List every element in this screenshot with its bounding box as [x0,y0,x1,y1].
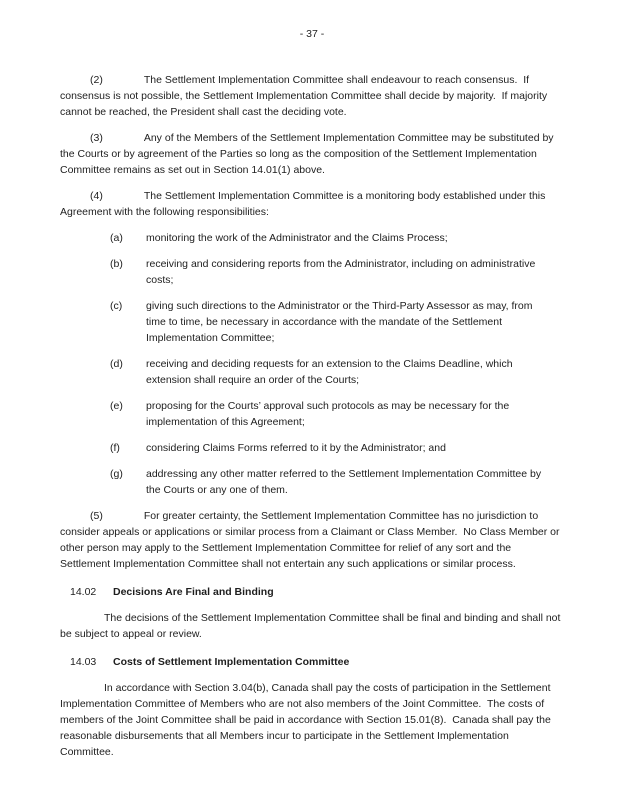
paragraph-3-text: Any of the Members of the Settlement Implementation Committee may be substituted by the Courts or by agreement of the Parties so long as the composition of the Settlement Implementation Committee remains as set out in Section 14.01(1) above. [60,132,557,176]
paragraph-4-text: The Settlement Implementation Committee is a monitoring body established under this Agreement with the following responsibilities: [60,190,548,218]
paragraph-4-number: (4) [90,190,103,202]
list-item-d-text: receiving and deciding requests for an extension to the Claims Deadline, which extension shall require an order of the Courts; [146,358,516,386]
list-item-g-label: (g) [110,468,123,480]
page-content [0,42,624,760]
list-item-c-label: (c) [110,300,123,312]
paragraph-5 [60,508,562,572]
paragraph-5-text: For greater certainty, the Settlement Implementation Committee has no jurisdiction to consider appeals or applications or similar process from a Claimant or Class Member. No Class Member or other person may apply to the Settlement Implementation Committee for relief of any sort and the Settlement Implementation Committee shall not entertain any such applications or similar process. [60,510,563,570]
list-item-e [110,398,562,430]
list-item-g-text: addressing any other matter referred to the Settlement Implementation Committee by the Courts or any one of them. [146,468,545,496]
section-14-02-title: Decisions Are Final and Binding [113,586,274,598]
section-14-03-body: In accordance with Section 3.04(b), Canada shall pay the costs of participation in the Settlement Implementation Committee of Members who are not also members of the Joint Committee. The costs of members of the Joint Committee shall be paid in accordance with Section 15.01(8). Canada shall pay the reasonable disbursements that all Members incur to participate in the Settlement Implementation Committee. [60,682,554,758]
list-item-a [110,230,562,246]
section-heading-14-02 [70,584,562,600]
list-item-c-text: giving such directions to the Administrator or the Third-Party Assessor as may, from time to time, be necessary in accordance with the mandate of the Settlement Implementation Committee; [146,300,536,344]
list-item-d [110,356,562,388]
paragraph-3 [60,130,562,178]
list-item-a-text: monitoring the work of the Administrator and the Claims Process; [146,232,448,244]
list-item-d-label: (d) [110,358,123,370]
section-14-03-title: Costs of Settlement Implementation Committee [113,656,350,668]
list-item-a-label: (a) [110,232,123,244]
section-14-03-number: 14.03 [70,656,97,668]
list-item-b [110,256,562,288]
list-item-f [110,440,562,456]
list-item-b-label: (b) [110,258,123,270]
section-14-02-body: The decisions of the Settlement Implementation Committee shall be final and binding and shall not be subject to appeal or review. [60,612,564,640]
list-item-e-label: (e) [110,400,123,412]
list-item-f-label: (f) [110,442,120,454]
list-item-b-text: receiving and considering reports from the Administrator, including on administrative costs; [146,258,539,286]
paragraph-5-number: (5) [90,510,103,522]
list-item-g [110,466,562,498]
section-14-02-number: 14.02 [70,586,97,598]
paragraph-2-number: (2) [90,74,103,86]
section-heading-14-03 [70,654,562,670]
paragraph-2-text: The Settlement Implementation Committee shall endeavour to reach consensus. If consensus is not possible, the Settlement Implementation Committee shall decide by majority. If majority cannot be reached, the President shall cast the deciding vote. [60,74,551,118]
paragraph-2 [60,72,562,120]
list-item-c [110,298,562,346]
list-item-e-text: proposing for the Courts’ approval such protocols as may be necessary for the implementation of this Agreement; [146,400,513,428]
list-item-f-text: considering Claims Forms referred to it by the Administrator; and [146,442,446,454]
paragraph-4 [60,188,562,220]
page-number: - 37 - [299,28,325,40]
paragraph-3-number: (3) [90,132,103,144]
